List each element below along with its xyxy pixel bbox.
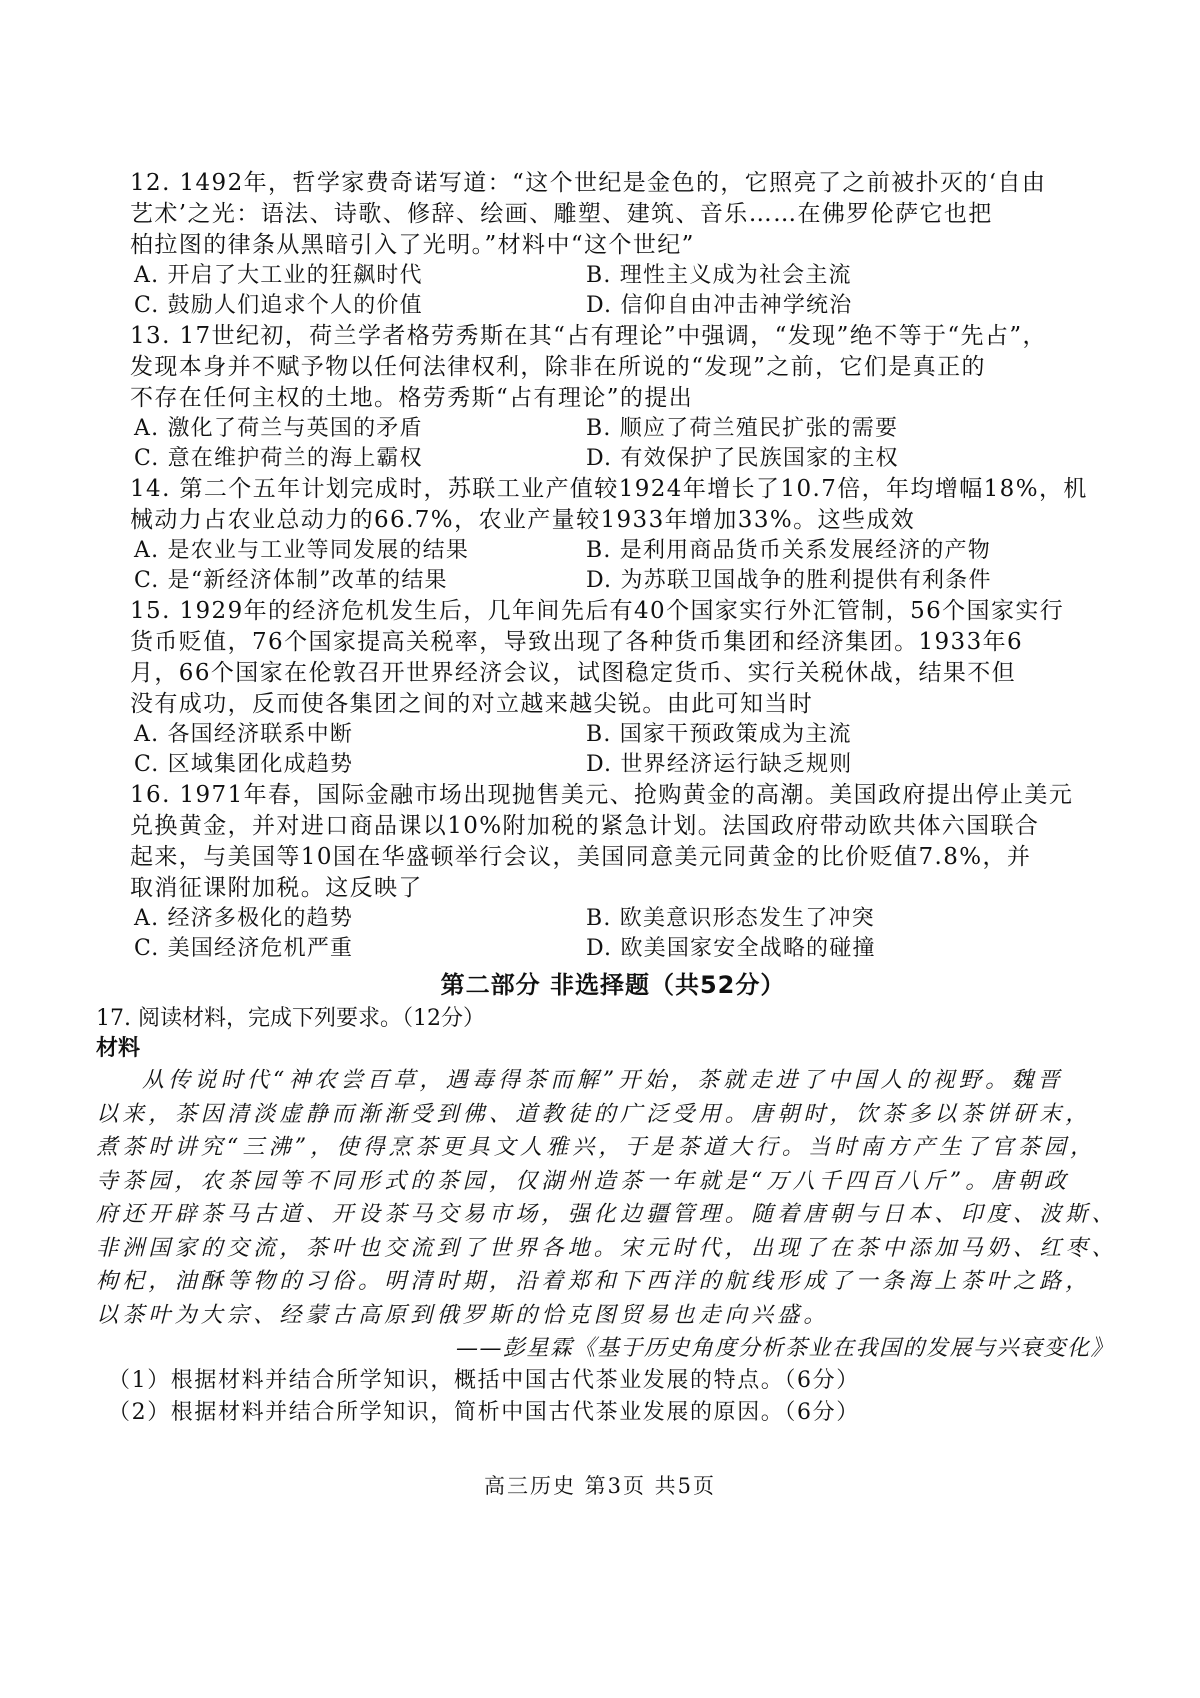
option-row	[130, 414, 1096, 444]
question-stem-line: 械动力占农业总动力的66.7%，农业产量较1933年增加33%。这些成效	[130, 507, 916, 533]
material-line: 以来，茶因清淡虚静而渐渐受到佛、道教徒的广泛受用。唐朝时，饮茶多以茶饼研末，	[96, 1101, 1092, 1127]
material-heading: 材料	[96, 1036, 141, 1061]
option-row	[130, 291, 1096, 321]
option-a: A. 是农业与工业等同发展的结果	[134, 538, 470, 563]
section-title: 第二部分 非选择题（共52分）	[440, 971, 786, 999]
option-c: C. 区域集团化成趋势	[134, 752, 354, 777]
option-b: B. 欧美意识形态发生了冲突	[586, 906, 875, 931]
question-stem-line: 月，66个国家在伦敦召开世界经济会议，试图稳定货币、实行关税休战，结果不但	[130, 660, 1017, 686]
material-text	[96, 1064, 1118, 1332]
question-12	[130, 168, 1096, 321]
material-line: 非洲国家的交流，茶叶也交流到了世界各地。宋元时代，出现了在茶中添加马奶、红枣、	[96, 1235, 1118, 1261]
material-source: ——彭星霖《基于历史角度分析茶业在我国的发展与兴衰变化》	[455, 1336, 1114, 1361]
question-stem-line: 柏拉图的律条从黑暗引入了光明。”材料中“这个世纪”	[130, 232, 695, 258]
option-row	[130, 720, 1096, 750]
option-b: B. 理性主义成为社会主流	[586, 263, 852, 288]
question-stem-line: 没有成功，反而使各集团之间的对立越来越尖锐。由此可知当时	[130, 691, 814, 717]
question-stem-line: 16. 1971年春，国际金融市场出现抛售美元、抢购黄金的高潮。美国政府提出停止美元	[130, 782, 1074, 808]
material-line: 寺茶园，农茶园等不同形式的茶园，仅湖州造茶一年就是“万八千四百八斤”。唐朝政	[96, 1168, 1071, 1194]
sub-question-1: （1）根据材料并结合所学知识，概括中国古代茶业发展的特点。（6分）	[108, 1368, 860, 1393]
question-stem-line: 不存在任何主权的土地。格劳秀斯“占有理论”的提出	[130, 385, 694, 411]
option-d: D. 信仰自由冲击神学统治	[586, 293, 853, 318]
question-stem: 17. 阅读材料，完成下列要求。（12分）	[96, 1006, 485, 1031]
question-17	[96, 1004, 1118, 1429]
question-stem-line: 艺术’之光：语法、诗歌、修辞、绘画、雕塑、建筑、音乐……在佛罗伦萨它也把	[130, 201, 993, 227]
option-d: D. 欧美国家安全战略的碰撞	[586, 936, 876, 961]
option-row	[130, 566, 1096, 596]
question-13	[130, 321, 1096, 474]
option-c: C. 是“新经济体制”改革的结果	[134, 568, 448, 593]
question-stem-line: 发现本身并不赋予物以任何法律权利，除非在所说的“发现”之前，它们是真正的	[130, 354, 986, 380]
question-stem-line: 货币贬值，76个国家提高关税率，导致出现了各种货币集团和经济集团。1933年6	[130, 629, 1024, 655]
option-d: D. 世界经济运行缺乏规则	[586, 752, 853, 777]
option-a: A. 激化了荷兰与英国的矛盾	[134, 416, 423, 441]
question-stem-line: 13. 17世纪初，荷兰学者格劳秀斯在其“占有理论”中强调，“发现”绝不等于“先占”，	[130, 323, 1047, 349]
option-a: A. 各国经济联系中断	[134, 722, 354, 747]
option-c: C. 美国经济危机严重	[134, 936, 354, 961]
option-c: C. 鼓励人们追求个人的价值	[134, 293, 423, 318]
material-line: 府还开辟茶马古道、开设茶马交易市场，强化边疆管理。随着唐朝与日本、印度、波斯、	[96, 1202, 1118, 1227]
question-16	[130, 780, 1096, 964]
question-stem-line: 起来，与美国等10国在华盛顿举行会议，美国同意美元同黄金的比价贬值7.8%，并	[130, 844, 1032, 870]
option-a: A. 开启了大工业的狂飙时代	[134, 263, 423, 288]
option-row	[130, 934, 1096, 964]
question-stem-line: 12. 1492年，哲学家费奇诺写道：“这个世纪是金色的，它照亮了之前被扑灭的‘自由	[130, 170, 1047, 196]
option-row	[130, 536, 1096, 566]
page-footer: 高三历史 第3页 共5页	[483, 1474, 717, 1498]
option-b: B. 顺应了荷兰殖民扩张的需要	[586, 416, 899, 441]
question-14	[130, 474, 1096, 596]
material-line: 从传说时代“神农尝百草，遇毒得茶而解”开始，茶就走进了中国人的视野。魏晋	[142, 1068, 1064, 1093]
option-row	[130, 444, 1096, 474]
question-stem-line: 15. 1929年的经济危机发生后，几年间先后有40个国家实行外汇管制，56个国家实行	[130, 598, 1065, 624]
question-stem-line: 取消征课附加税。这反映了	[130, 875, 423, 901]
question-stem-line: 14. 第二个五年计划完成时，苏联工业产值较1924年增长了10.7倍，年均增幅18%，机	[130, 476, 1088, 502]
option-row	[130, 261, 1096, 291]
question-stem-line: 兑换黄金，并对进口商品课以10%附加税的紧急计划。法国政府带动欧共体六国联合	[130, 813, 1040, 839]
option-a: A. 经济多极化的趋势	[134, 906, 354, 931]
material-line: 煮茶时讲究“三沸”，使得烹茶更具文人雅兴，于是茶道大行。当时南方产生了官茶园，	[96, 1135, 1097, 1160]
option-row	[130, 750, 1096, 780]
question-15	[130, 596, 1096, 780]
option-b: B. 是利用商品货币关系发展经济的产物	[586, 538, 991, 563]
material-line: 以茶叶为大宗、经蒙古高原到俄罗斯的恰克图贸易也走向兴盛。	[96, 1302, 830, 1328]
option-d: D. 有效保护了民族国家的主权	[586, 446, 899, 471]
option-d: D. 为苏联卫国战争的胜利提供有利条件	[586, 568, 992, 593]
option-row	[130, 904, 1096, 934]
material-line: 枸杞，油酥等物的习俗。明清时期，沿着郑和下西洋的航线形成了一条海上茶叶之路，	[96, 1269, 1092, 1294]
sub-question-2: （2）根据材料并结合所学知识，简析中国古代茶业发展的原因。（6分）	[108, 1400, 860, 1425]
option-b: B. 国家干预政策成为主流	[586, 722, 852, 747]
option-c: C. 意在维护荷兰的海上霸权	[134, 446, 423, 471]
